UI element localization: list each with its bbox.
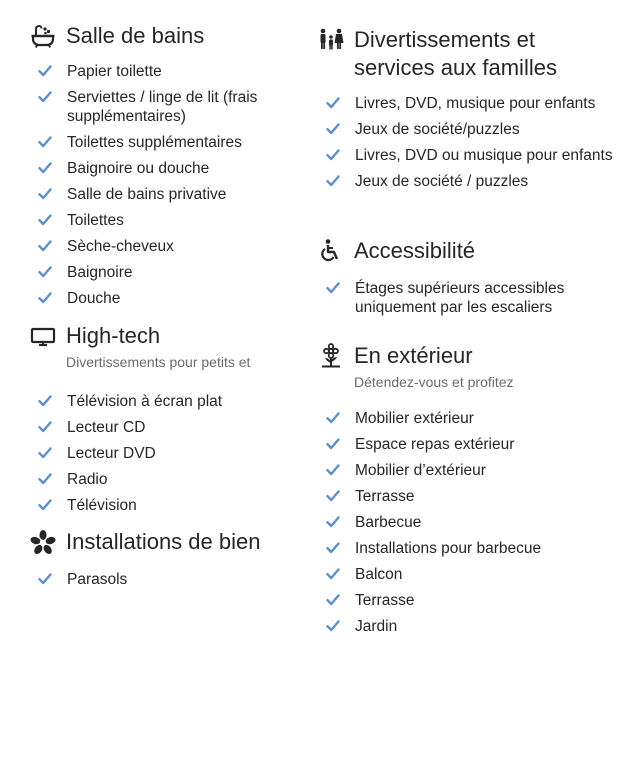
- list-item-label: Toilettes supplémentaires: [67, 134, 242, 151]
- checkmark-icon: [326, 515, 340, 529]
- checkmark-icon: [326, 437, 340, 451]
- list-item: [30, 185, 300, 204]
- checkmark-icon: [326, 567, 340, 581]
- checkmark-icon: [38, 265, 52, 279]
- list-item: [318, 94, 618, 113]
- checkmark-icon: [326, 174, 340, 188]
- list-item: [318, 513, 618, 532]
- list-item-label: Mobilier extérieur: [355, 410, 474, 427]
- wheelchair-icon: [318, 238, 346, 264]
- checkmark-icon: [326, 281, 340, 295]
- list-item-label: Douche: [67, 290, 121, 307]
- section-wellness-header: [30, 528, 300, 556]
- list-item: [30, 62, 300, 81]
- section-outdoor-title: En extérieur: [354, 343, 473, 368]
- section-wellness: [30, 528, 300, 596]
- list-item-label: Mobilier d’extérieur: [355, 462, 486, 479]
- list-item: [30, 392, 300, 411]
- list-item-label: Terrasse: [355, 488, 415, 505]
- list-item: [318, 617, 618, 636]
- checkmark-icon: [38, 498, 52, 512]
- list-item-label: Radio: [67, 471, 108, 488]
- section-outdoor-header: [318, 342, 618, 370]
- family-icon: [318, 27, 346, 53]
- list-item-label: Jeux de société / puzzles: [355, 173, 529, 190]
- list-item: [318, 539, 618, 558]
- list-item-label: Installations pour barbecue: [355, 540, 542, 557]
- list-item: [30, 570, 300, 589]
- list-item: [30, 470, 300, 489]
- section-accessibility-header: [318, 237, 618, 265]
- list-item: [318, 146, 618, 165]
- list-item: [318, 120, 618, 139]
- list-item-label: Lecteur CD: [67, 419, 146, 436]
- list-item: [30, 237, 300, 256]
- checkmark-icon: [38, 213, 52, 227]
- checkmark-icon: [326, 122, 340, 136]
- checkmark-icon: [38, 187, 52, 201]
- list-item-label: Salle de bains privative: [67, 186, 227, 203]
- list-item: [30, 211, 300, 230]
- section-family: [318, 26, 618, 198]
- list-item: [318, 409, 618, 428]
- section-outdoor-subtitle: Détendez-vous et profitez: [354, 374, 514, 390]
- checkmark-icon: [38, 64, 52, 78]
- checkmark-icon: [38, 472, 52, 486]
- checkmark-icon: [38, 135, 52, 149]
- section-family-title-line1: Divertissements et: [354, 27, 535, 52]
- list-item-label: Terrasse: [355, 592, 415, 609]
- checkmark-icon: [326, 541, 340, 555]
- outdoor-flower-icon: [318, 343, 346, 369]
- checkmark-icon: [38, 446, 52, 460]
- family-items-list: [318, 94, 618, 191]
- bathroom-items-list: [30, 62, 300, 308]
- checkmark-icon: [326, 463, 340, 477]
- list-item-label: Papier toilette: [67, 63, 162, 80]
- list-item-label: Jeux de société/puzzles: [355, 121, 520, 138]
- list-item-label: Parasols: [67, 571, 128, 588]
- section-bathroom-header: [30, 22, 300, 50]
- list-item-label: Livres, DVD, musique pour enfants: [355, 95, 596, 112]
- checkmark-icon: [38, 161, 52, 175]
- bathtub-icon: [30, 23, 58, 49]
- list-item: [318, 565, 618, 584]
- list-item-label: Sèche-cheveux: [67, 238, 174, 255]
- list-item-label: Serviettes / linge de lit (frais supplémentaires): [67, 89, 258, 125]
- section-accessibility-title: Accessibilité: [354, 238, 476, 263]
- section-family-title: [354, 26, 557, 82]
- section-bathroom: [30, 22, 300, 315]
- list-item: [318, 461, 618, 480]
- checkmark-icon: [326, 593, 340, 607]
- list-item-label: Baignoire ou douche: [67, 160, 210, 177]
- section-bathroom-title: Salle de bains: [66, 23, 205, 48]
- list-item-label: Baignoire: [67, 264, 133, 281]
- list-item: [30, 444, 300, 463]
- list-item: [318, 591, 618, 610]
- list-item: [318, 435, 618, 454]
- checkmark-icon: [326, 148, 340, 162]
- list-item: [30, 263, 300, 282]
- list-item-label: Barbecue: [355, 514, 422, 531]
- list-item-label: Télévision à écran plat: [67, 393, 223, 410]
- wellness-items-list: [30, 570, 300, 589]
- list-item-label: Jardin: [355, 618, 398, 635]
- list-item: [30, 418, 300, 437]
- list-item-label: Lecteur DVD: [67, 445, 156, 462]
- checkmark-icon: [38, 572, 52, 586]
- list-item-label: Étages supérieurs accessibles uniquement par les escaliers: [355, 280, 565, 316]
- section-accessibility: [318, 237, 618, 324]
- list-item: [30, 133, 300, 152]
- list-item-label: Livres, DVD ou musique pour enfants: [355, 147, 613, 164]
- list-item-label: Télévision: [67, 497, 137, 514]
- list-item-label: Espace repas extérieur: [355, 436, 515, 453]
- checkmark-icon: [38, 90, 52, 104]
- section-hightech: [30, 322, 300, 522]
- section-hightech-subtitle: Divertissements pour petits et: [66, 354, 251, 370]
- section-hightech-title: High-tech: [66, 323, 161, 348]
- hightech-items-list: [30, 392, 300, 515]
- outdoor-items-list: [318, 409, 618, 636]
- tv-icon: [30, 323, 58, 349]
- accessibility-items-list: [318, 279, 618, 317]
- list-item: [30, 289, 300, 308]
- section-family-title-line2: services aux familles: [354, 55, 557, 80]
- list-item: [30, 88, 300, 126]
- section-wellness-title: Installations de bien: [66, 529, 261, 554]
- list-item: [30, 496, 300, 515]
- checkmark-icon: [38, 239, 52, 253]
- checkmark-icon: [326, 411, 340, 425]
- list-item-label: Toilettes: [67, 212, 124, 229]
- checkmark-icon: [326, 489, 340, 503]
- checkmark-icon: [326, 96, 340, 110]
- list-item: [318, 172, 618, 191]
- list-item: [30, 159, 300, 178]
- checkmark-icon: [38, 394, 52, 408]
- section-outdoor: [318, 342, 618, 643]
- section-family-header: [318, 26, 618, 82]
- flower-icon: [30, 529, 58, 555]
- list-item-label: Balcon: [355, 566, 403, 583]
- section-hightech-header: [30, 322, 300, 350]
- checkmark-icon: [326, 619, 340, 633]
- list-item: [318, 487, 618, 506]
- checkmark-icon: [38, 291, 52, 305]
- checkmark-icon: [38, 420, 52, 434]
- list-item: [318, 279, 618, 317]
